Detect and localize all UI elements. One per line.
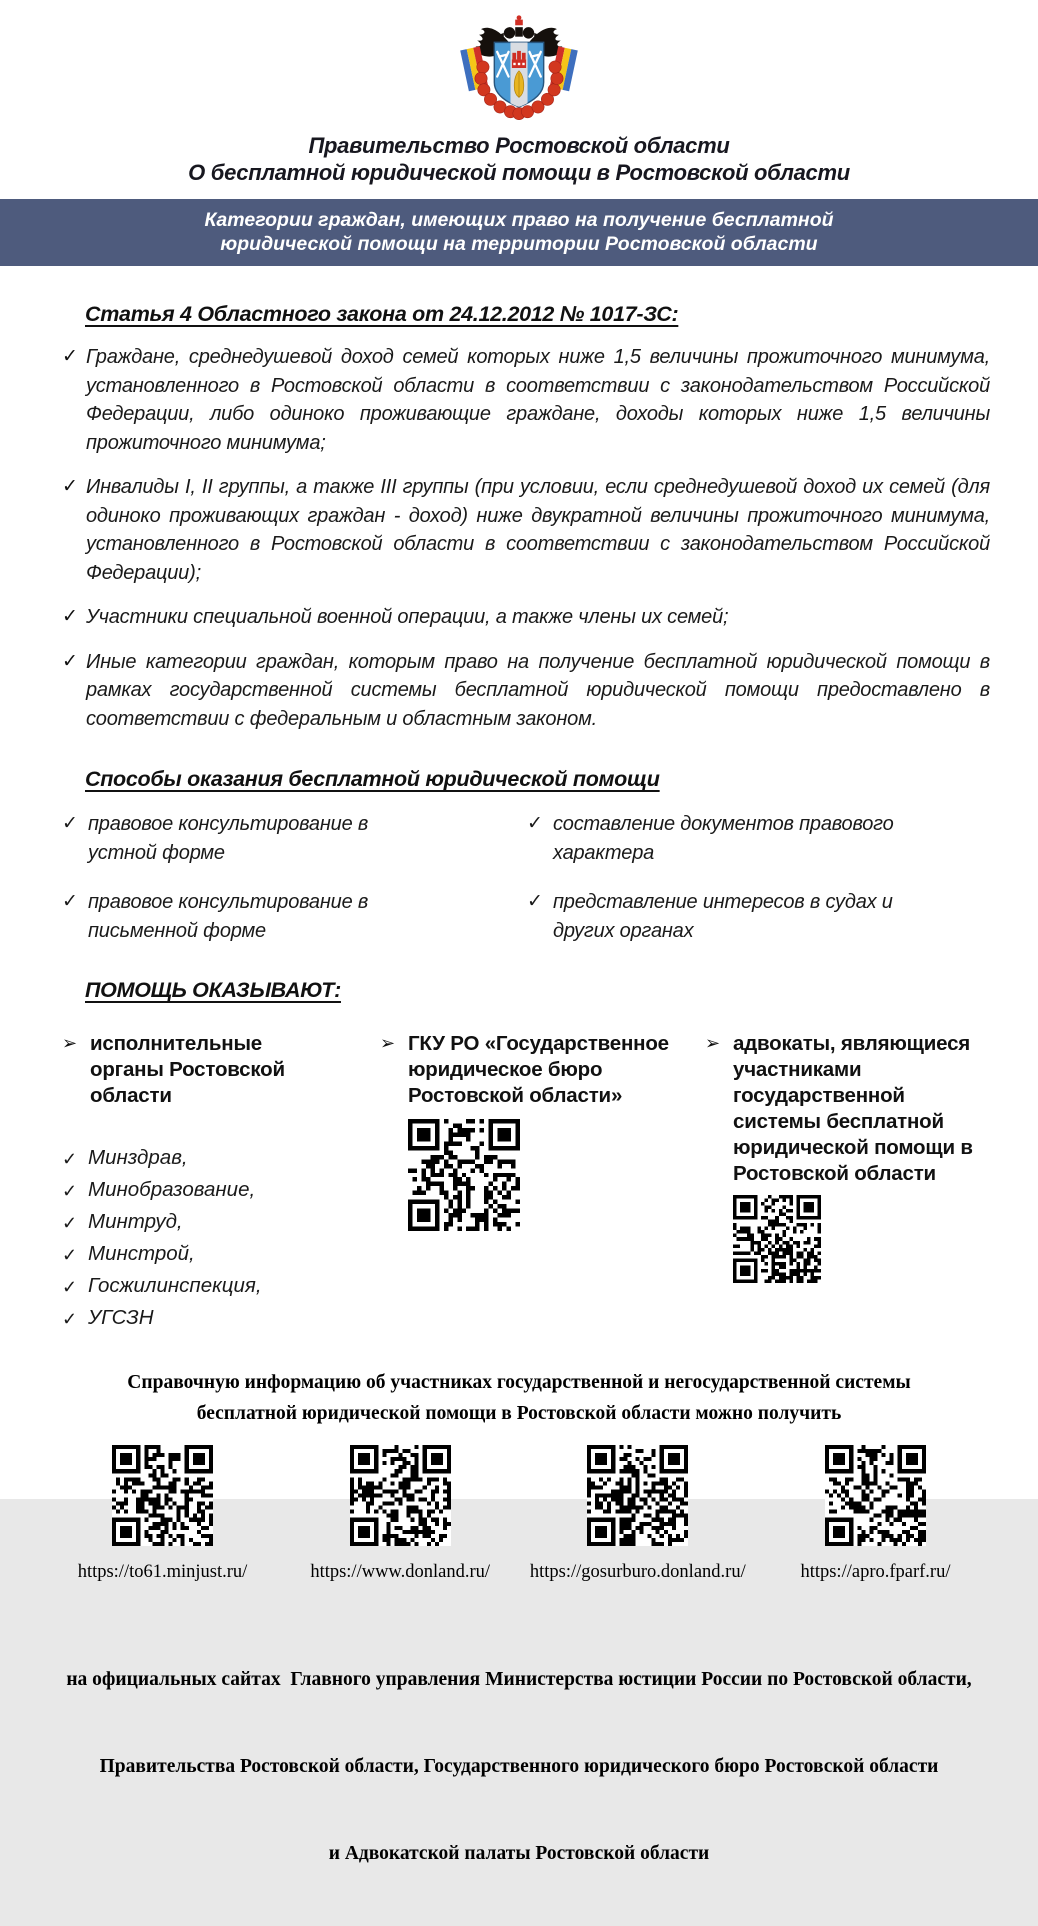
check-icon: ✓ xyxy=(62,1277,78,1297)
method-item-oral xyxy=(62,810,527,868)
law-section-heading: Статья 4 Областного закона от 24.12.2012 № 1017-ЗС: xyxy=(85,302,679,326)
qr-code-advocates xyxy=(733,1195,821,1283)
method-item-representation xyxy=(527,888,990,946)
check-icon: ✓ xyxy=(527,891,543,912)
qr-cell-gosurburo xyxy=(520,1445,755,1583)
qr-cell-minjust xyxy=(45,1445,280,1583)
title-subtitle-line: О бесплатной юридической помощи в Ростовской области xyxy=(188,160,850,185)
providers-grid xyxy=(62,1031,990,1339)
check-icon: ✓ xyxy=(62,650,78,672)
method-item-written xyxy=(62,888,527,946)
providers-section-heading: ПОМОЩЬ ОКАЗЫВАЮТ: xyxy=(85,978,341,1002)
qr-code-gosurburo xyxy=(587,1445,688,1546)
rostov-region-coat-of-arms xyxy=(0,0,1038,124)
check-icon: ✓ xyxy=(62,1245,78,1265)
list-item-minzdrav: ✓ Минздрав, xyxy=(62,1146,188,1169)
qr-code-minjust xyxy=(112,1445,213,1546)
footer-sites-text xyxy=(0,1607,1038,1926)
qr-url-gosurburo: https://gosurburo.donland.ru/ xyxy=(529,1562,746,1582)
footer-info-line-2: бесплатной юридической помощи в Ростовской области можно получить xyxy=(196,1403,842,1424)
footer-qr-row xyxy=(45,1445,993,1583)
footer-info-text xyxy=(0,1367,1038,1429)
law-item-1 xyxy=(62,343,990,457)
executive-bodies-list xyxy=(62,1147,380,1330)
law-item-3-text: Участники специальной военной операции, а также члены их семей; xyxy=(86,606,729,628)
arrow-bullet-icon: ➢ xyxy=(705,1033,721,1053)
check-icon: ✓ xyxy=(62,1149,78,1169)
qr-code-donland xyxy=(350,1445,451,1546)
coat-of-arms-icon xyxy=(451,12,587,124)
methods-grid xyxy=(62,810,990,946)
law-item-4 xyxy=(62,648,990,734)
method-item-documents xyxy=(527,810,990,868)
list-item-minstroy: ✓ Минстрой, xyxy=(62,1242,195,1265)
provider-column-executive-bodies xyxy=(62,1031,380,1339)
page-title xyxy=(0,132,1038,186)
provider-bureau-title: ГКУ РО «Государственное юридическое бюро Ростовской области» xyxy=(408,1032,669,1107)
check-icon: ✓ xyxy=(62,346,78,367)
method-item-documents-text: составление документов правового характера xyxy=(553,813,894,864)
check-icon: ✓ xyxy=(62,813,78,834)
qr-cell-fparf xyxy=(758,1445,993,1583)
methods-section-heading: Способы оказания бесплатной юридической помощи xyxy=(85,767,660,791)
check-icon: ✓ xyxy=(527,813,543,834)
qr-url-donland: https://www.donland.ru/ xyxy=(310,1562,490,1582)
check-icon: ✓ xyxy=(62,606,78,627)
footer-sites-line-1: на официальных сайтах Главного управления Министерства юстиции России по Ростовской области, xyxy=(66,1669,972,1690)
check-icon: ✓ xyxy=(62,891,78,912)
provider-executive-header xyxy=(62,1031,380,1109)
check-icon: ✓ xyxy=(62,1309,78,1329)
law-item-4-text: Иные категории граждан, которым право на получение бесплатной юридической помощи в рамках государственной системы бесплатной юридической помощи предоставлено в соответствии с федеральным и областным законом. xyxy=(86,650,990,730)
provider-executive-title: исполнительные органы Ростовской области xyxy=(90,1032,285,1107)
qr-code-legal-bureau xyxy=(408,1119,520,1231)
method-item-oral-text: правовое консультирование в устной форме xyxy=(88,813,369,864)
banner-line-1: Категории граждан, имеющих право на получение бесплатной xyxy=(204,209,834,231)
qr-url-fparf: https://apro.fparf.ru/ xyxy=(800,1562,951,1582)
banner-heading xyxy=(0,199,1038,266)
footer-sites-line-2: Правительства Ростовской области, Государственного юридического бюро Ростовской области xyxy=(99,1756,939,1777)
arrow-bullet-icon: ➢ xyxy=(380,1033,396,1053)
check-icon: ✓ xyxy=(62,476,78,497)
method-item-representation-text: представление интересов в судах и других органах xyxy=(553,891,893,942)
banner-line-2: юридической помощи на территории Ростовской области xyxy=(220,233,818,255)
footer xyxy=(0,1367,1038,1926)
provider-column-legal-bureau xyxy=(380,1031,705,1339)
provider-column-advocates xyxy=(705,1031,990,1339)
check-icon: ✓ xyxy=(62,1213,78,1233)
law-item-1-text: Граждане, среднедушевой доход семей которых ниже 1,5 величины прожиточного минимума, установленного в Ростовской области в соответствии с законодательством Российской Федерации, либо одиноко проживающие граждане, доходы которых ниже 1,5 величины прожиточного минимума; xyxy=(86,346,990,454)
arrow-bullet-icon: ➢ xyxy=(62,1033,78,1053)
list-item-goszhilinspekcia: ✓ Госжилинспекция, xyxy=(62,1274,262,1297)
list-item-minobrazovanie: ✓ Минобразование, xyxy=(62,1178,256,1201)
qr-url-minjust: https://to61.minjust.ru/ xyxy=(77,1562,248,1582)
method-item-written-text: правовое консультирование в письменной форме xyxy=(88,891,369,942)
title-org-line: Правительство Ростовской области xyxy=(308,133,730,158)
qr-cell-donland xyxy=(283,1445,518,1583)
provider-bureau-header xyxy=(380,1031,705,1109)
list-item-ugszn: ✓ УГСЗН xyxy=(62,1306,154,1329)
footer-sites-line-3: и Адвокатской палаты Ростовской области xyxy=(328,1843,710,1864)
provider-advocates-header xyxy=(705,1031,990,1187)
law-item-3 xyxy=(62,603,990,632)
qr-code-fparf xyxy=(825,1445,926,1546)
footer-info-line-1: Справочную информацию об участниках государственной и негосударственной системы xyxy=(127,1372,911,1393)
list-item-mintrud: ✓ Минтруд, xyxy=(62,1210,183,1233)
law-item-2-text: Инвалиды I, II группы, а также III группы (при условии, если среднедушевой доход их семей (для одиноко проживающих граждан - доход) ниже двукратной величины прожиточного минимума, установленного в Ростовской области в соответствии с законодательством Российской Федерации); xyxy=(86,476,990,584)
provider-advocates-title: адвокаты, являющиеся участниками государственной системы бесплатной юридической помощи в Ростовской области xyxy=(733,1032,973,1185)
check-icon: ✓ xyxy=(62,1181,78,1201)
law-item-2 xyxy=(62,473,990,587)
